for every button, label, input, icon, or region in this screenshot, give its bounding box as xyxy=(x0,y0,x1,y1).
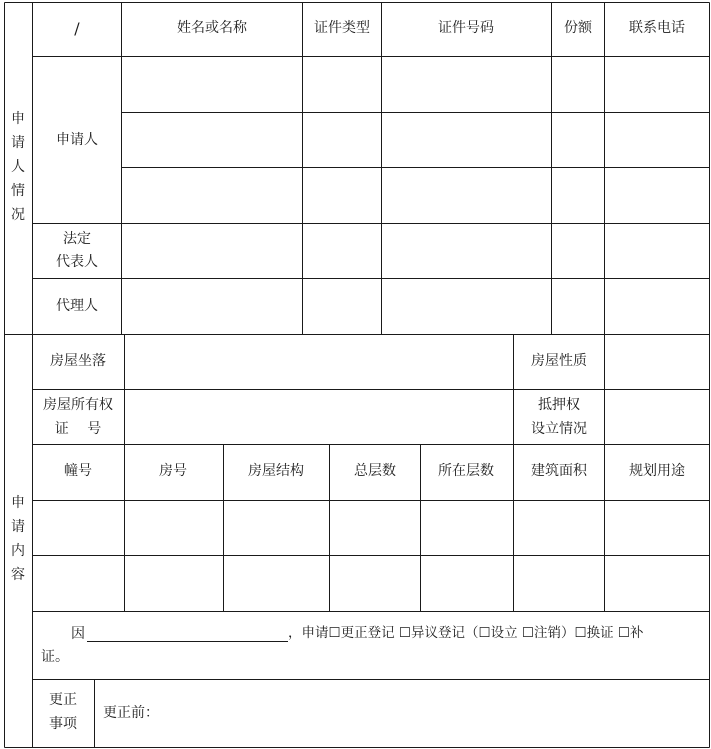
reason-suffix: ，申请☐更正登记 ☐异议登记（☐设立 ☐注销）☐换证 ☐补 xyxy=(288,625,644,641)
header-name: 姓名或名称 xyxy=(177,20,247,36)
section-title-application: 申请内容 xyxy=(11,495,25,583)
reason-prefix: 因 xyxy=(71,626,85,642)
label-mortgage-line2: 设立情况 xyxy=(531,421,587,437)
label-house-nature: 房屋性质 xyxy=(531,353,587,369)
header-id-type: 证件类型 xyxy=(314,20,370,36)
header-structure: 房屋结构 xyxy=(248,463,304,479)
header-planned-use: 规划用途 xyxy=(629,463,685,479)
label-house-location: 房屋坐落 xyxy=(50,353,106,369)
header-total-floors: 总层数 xyxy=(354,463,396,479)
label-mortgage-line1: 抵押权 xyxy=(538,397,580,413)
reason-blank[interactable] xyxy=(87,641,288,642)
label-correction-line2: 事项 xyxy=(49,716,77,732)
header-building-no: 幢号 xyxy=(64,463,92,479)
label-correction-line1: 更正 xyxy=(49,692,77,708)
corner-slash: / xyxy=(74,19,80,38)
label-applicant: 申请人 xyxy=(56,132,98,148)
correction-before: 更正前： xyxy=(103,705,159,721)
reason-line2: 证。 xyxy=(41,649,69,665)
label-agent: 代理人 xyxy=(56,298,98,314)
header-phone: 联系电话 xyxy=(629,20,685,36)
header-share: 份额 xyxy=(564,20,592,36)
label-legal-rep-line2: 代表人 xyxy=(56,254,98,270)
label-legal-rep-line1: 法定 xyxy=(63,231,91,247)
header-area: 建筑面积 xyxy=(531,463,587,479)
section-title-applicant: 申请人情况 xyxy=(11,111,25,223)
label-ownership-cert-line2: 证 号 xyxy=(54,421,102,437)
label-ownership-cert-line1: 房屋所有权 xyxy=(43,397,113,413)
header-floor: 所在层数 xyxy=(438,463,494,479)
header-id-number: 证件号码 xyxy=(438,20,494,36)
header-room-no: 房号 xyxy=(159,463,187,479)
